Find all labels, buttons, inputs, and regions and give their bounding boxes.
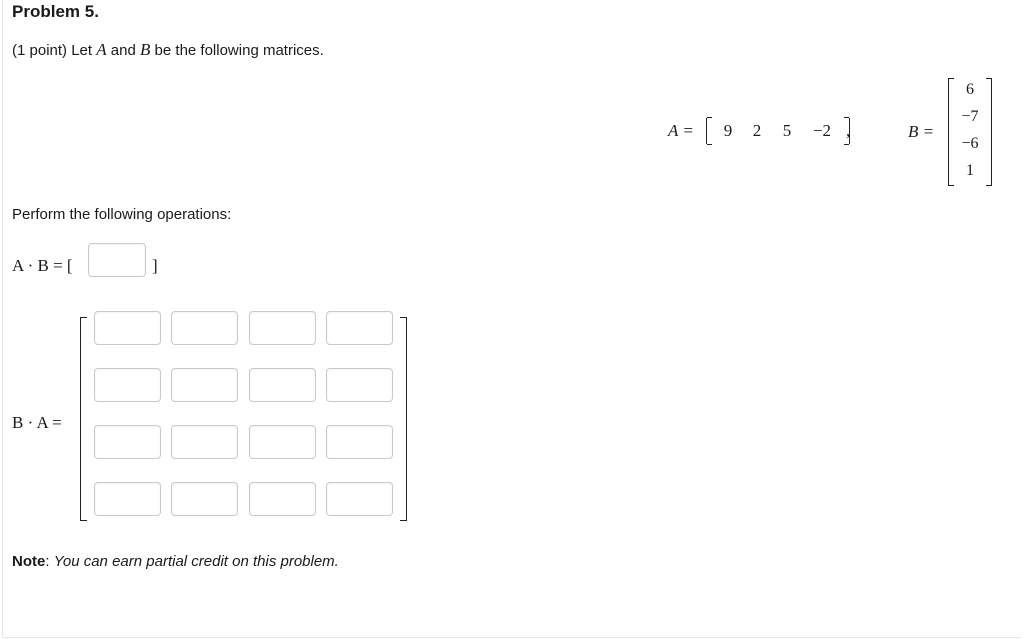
a-dot-b-label: A · B = [ bbox=[12, 256, 73, 275]
matrix-a-row bbox=[706, 118, 850, 144]
matrix-b-entry: 6 bbox=[966, 81, 974, 98]
b-dot-a-entry-input[interactable] bbox=[326, 482, 393, 516]
note bbox=[12, 553, 339, 570]
b-dot-a-entry-input[interactable] bbox=[94, 368, 161, 402]
matrix-a-entry: 9 bbox=[723, 121, 733, 140]
note-text: You can earn partial credit on this problem. bbox=[53, 553, 339, 570]
matrix-a-comma: , bbox=[846, 121, 851, 140]
b-dot-a-entry-input[interactable] bbox=[326, 425, 393, 459]
matrix-b-label: B = bbox=[908, 122, 935, 141]
b-dot-a-entry-input[interactable] bbox=[171, 368, 238, 402]
matrix-a-label: A = bbox=[668, 121, 694, 140]
matrix-a-entry: 2 bbox=[752, 121, 762, 140]
b-dot-a-entry-input[interactable] bbox=[94, 425, 161, 459]
b-dot-a-entry-input[interactable] bbox=[94, 482, 161, 516]
b-dot-a-entry-input[interactable] bbox=[94, 311, 161, 345]
b-dot-a-entry-input[interactable] bbox=[326, 311, 393, 345]
matrix-b-entry: −7 bbox=[961, 108, 979, 125]
matrix-a-entry: −2 bbox=[812, 121, 832, 140]
a-dot-b-close-bracket: ] bbox=[152, 256, 158, 275]
note-colon: : bbox=[45, 553, 50, 570]
matrix-a-entry: 5 bbox=[782, 121, 792, 140]
note-label: Note bbox=[12, 553, 46, 570]
b-dot-a-label: B · A = bbox=[12, 413, 62, 432]
instructions: Perform the following operations: bbox=[12, 206, 232, 223]
b-dot-a-entry-input[interactable] bbox=[249, 425, 316, 459]
b-dot-a-left-bracket bbox=[80, 317, 87, 521]
problem-title: Problem 5. bbox=[12, 2, 99, 21]
matrix-b bbox=[948, 78, 992, 186]
matrix-b-entry: 1 bbox=[966, 162, 974, 179]
intro-var-a: A bbox=[96, 40, 107, 59]
intro-prefix: (1 point) Let bbox=[12, 42, 93, 59]
b-dot-a-entry-input[interactable] bbox=[326, 368, 393, 402]
b-dot-a-entry-input[interactable] bbox=[249, 368, 316, 402]
matrix-b-entry: −6 bbox=[961, 135, 979, 152]
b-dot-a-entry-input[interactable] bbox=[249, 311, 316, 345]
problem-intro bbox=[12, 40, 324, 60]
intro-var-b: B bbox=[139, 40, 151, 59]
b-dot-a-entry-input[interactable] bbox=[171, 425, 238, 459]
a-dot-b-answer-input[interactable] bbox=[88, 243, 146, 277]
b-dot-a-entry-input[interactable] bbox=[171, 311, 238, 345]
intro-and: and bbox=[110, 42, 136, 59]
intro-suffix: be the following matrices. bbox=[154, 42, 324, 59]
b-dot-a-entry-input[interactable] bbox=[249, 482, 316, 516]
b-dot-a-right-bracket bbox=[400, 317, 407, 521]
b-dot-a-entry-input[interactable] bbox=[171, 482, 238, 516]
